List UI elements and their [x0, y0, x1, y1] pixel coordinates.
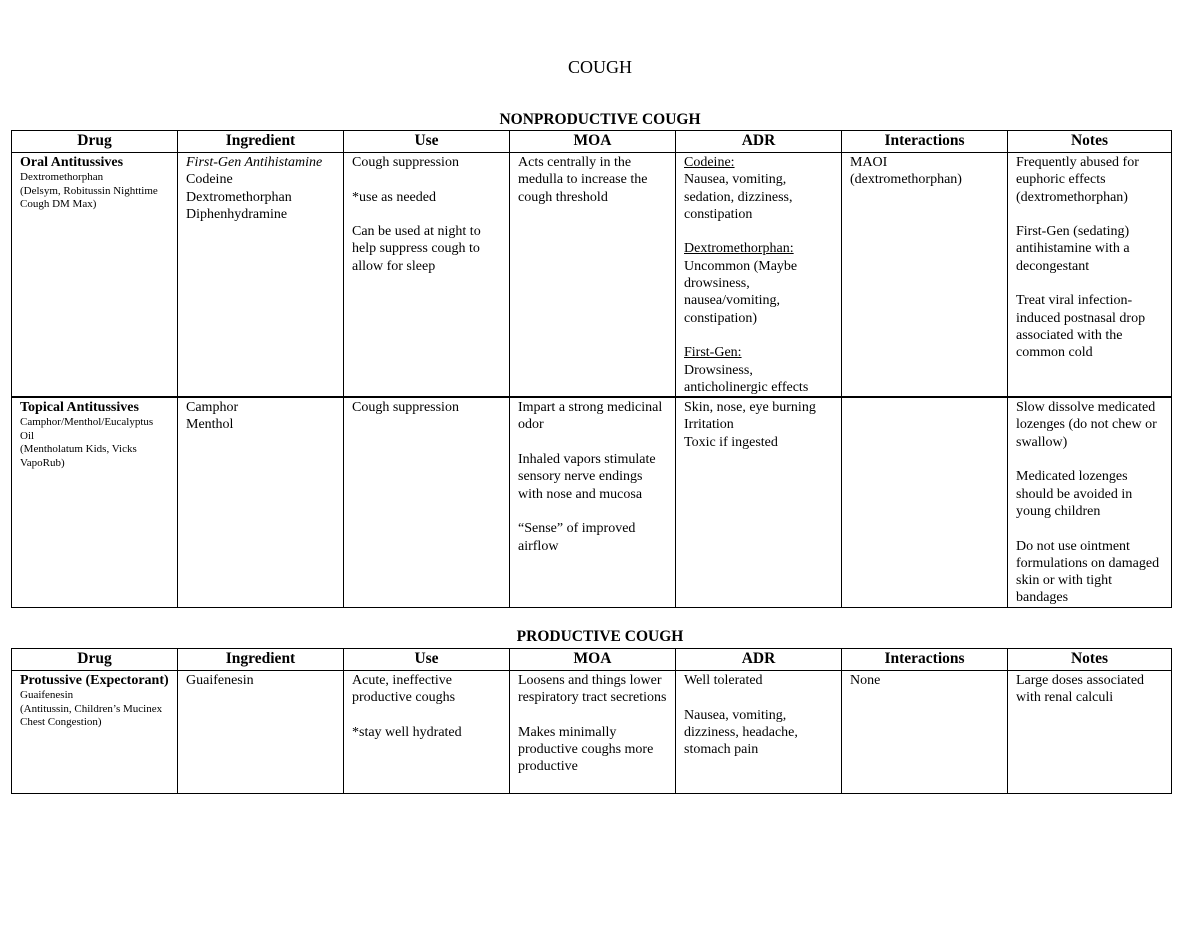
drug-cell	[12, 397, 178, 607]
table-header-row	[12, 649, 1172, 671]
productive-table	[11, 648, 1172, 794]
interactions-text: MAOI (dextromethorphan)	[850, 155, 962, 188]
column-header-drug: Drug	[12, 131, 178, 153]
use-text: Acute, ineffective productive coughs	[352, 673, 456, 706]
notes-text: Slow dissolve medicated lozenges (do not chew or swallow)	[1016, 400, 1157, 450]
column-header-interactions: Interactions	[842, 649, 1008, 671]
ingredient-item: Codeine	[186, 172, 233, 188]
column-header-notes: Notes	[1008, 131, 1172, 153]
use-cell	[344, 671, 510, 794]
section-heading-nonproductive: NONPRODUCTIVE COUGH	[499, 111, 701, 128]
column-header-moa: MOA	[510, 131, 676, 153]
drug-brands: (Delsym, Robitussin Nighttime Cough DM Max)	[20, 184, 158, 211]
adr-label: Codeine:	[684, 155, 735, 170]
drug-cell	[12, 153, 178, 398]
notes-text: Treat viral infection-induced postnasal drop associated with the common cold	[1016, 293, 1146, 361]
drug-cell	[12, 671, 178, 794]
notes-text: First-Gen (sedating) antihistamine with a decongestant	[1016, 224, 1130, 274]
drug-name: Oral Antitussives	[20, 155, 124, 170]
table-row	[12, 153, 1172, 398]
moa-text: Impart a strong medicinal odor	[518, 400, 663, 433]
column-header-adr: ADR	[676, 131, 842, 153]
nonproductive-table	[11, 130, 1172, 608]
adr-label: First-Gen:	[684, 345, 742, 361]
adr-text: Drowsiness, anticholinergic effects	[684, 362, 809, 395]
drug-brands: (Mentholatum Kids, Vicks VapoRub)	[20, 443, 137, 469]
column-header-notes: Notes	[1008, 649, 1172, 671]
page-title: COUGH	[567, 57, 632, 77]
moa-cell	[510, 671, 676, 794]
drug-detail: Camphor/Menthol/Eucalyptus Oil	[20, 416, 154, 442]
moa-text: Loosens and things lower respiratory tract secretions	[518, 673, 667, 706]
adr-cell	[676, 153, 842, 398]
ingredient-class: First-Gen Antihistamine	[186, 155, 323, 170]
ingredient-item: Menthol	[186, 417, 234, 433]
notes-text: Large doses associated with renal calculi	[1016, 673, 1145, 706]
adr-text: Nausea, vomiting, dizziness, headache, stomach pain	[684, 707, 798, 758]
drug-brands: (Antitussin, Children’s Mucinex Chest Congestion)	[20, 702, 163, 729]
adr-text: Well tolerated	[684, 673, 763, 688]
adr-text: Uncommon (Maybe drowsiness, nausea/vomiting, constipation)	[684, 258, 798, 326]
ingredient-cell	[178, 153, 344, 398]
use-cell	[344, 397, 510, 607]
notes-cell	[1008, 397, 1172, 607]
column-header-use: Use	[344, 131, 510, 153]
drug-name: Protussive (Expectorant)	[20, 673, 169, 688]
interactions-cell	[842, 397, 1008, 607]
adr-cell	[676, 397, 842, 607]
column-header-ingredient: Ingredient	[178, 649, 344, 671]
moa-cell	[510, 397, 676, 607]
interactions-cell	[842, 153, 1008, 398]
use-cell	[344, 153, 510, 398]
moa-text: Makes minimally productive coughs more productive	[518, 724, 654, 775]
column-header-drug: Drug	[12, 649, 178, 671]
adr-text: Nausea, vomiting, sedation, dizziness, constipation	[684, 172, 793, 222]
interactions-text: None	[850, 673, 881, 688]
moa-text: Acts centrally in the medulla to increase the cough threshold	[518, 155, 648, 205]
section-heading-productive: PRODUCTIVE COUGH	[516, 628, 684, 645]
table-row	[12, 397, 1172, 607]
drug-detail: Dextromethorphan	[20, 171, 104, 184]
drug-detail: Guaifenesin	[20, 689, 74, 702]
ingredient-item: Camphor	[186, 400, 239, 416]
use-text: Cough suppression	[352, 400, 459, 416]
ingredient-cell	[178, 397, 344, 607]
use-text: Cough suppression	[352, 155, 459, 170]
drug-name: Topical Antitussives	[20, 400, 139, 416]
use-text: Can be used at night to help suppress cough to allow for sleep	[352, 224, 481, 274]
notes-text: Do not use ointment formulations on damaged skin or with tight bandages	[1016, 538, 1160, 606]
ingredient-item: Dextromethorphan	[186, 189, 292, 205]
adr-text: Irritation	[684, 417, 734, 433]
interactions-cell	[842, 671, 1008, 794]
adr-text: Toxic if ingested	[684, 434, 778, 450]
notes-cell	[1008, 153, 1172, 398]
notes-cell	[1008, 671, 1172, 794]
ingredient-item: Guaifenesin	[186, 673, 254, 688]
column-header-interactions: Interactions	[842, 131, 1008, 153]
column-header-ingredient: Ingredient	[178, 131, 344, 153]
use-text: *stay well hydrated	[352, 724, 462, 740]
moa-text: “Sense” of improved airflow	[518, 521, 636, 554]
table-row	[12, 671, 1172, 794]
adr-cell	[676, 671, 842, 794]
ingredient-cell	[178, 671, 344, 794]
column-header-moa: MOA	[510, 649, 676, 671]
notes-text: Medicated lozenges should be avoided in young children	[1016, 469, 1133, 519]
adr-label: Dextromethorphan:	[684, 241, 794, 257]
column-header-use: Use	[344, 649, 510, 671]
moa-cell	[510, 153, 676, 398]
column-header-adr: ADR	[676, 649, 842, 671]
use-text: *use as needed	[352, 189, 436, 205]
table-header-row	[12, 131, 1172, 153]
adr-text: Skin, nose, eye burning	[684, 400, 816, 416]
ingredient-item: Diphenhydramine	[186, 206, 288, 222]
notes-text: Frequently abused for euphoric effects (dextromethorphan)	[1016, 155, 1139, 205]
moa-text: Inhaled vapors stimulate sensory nerve endings with nose and mucosa	[518, 452, 656, 502]
